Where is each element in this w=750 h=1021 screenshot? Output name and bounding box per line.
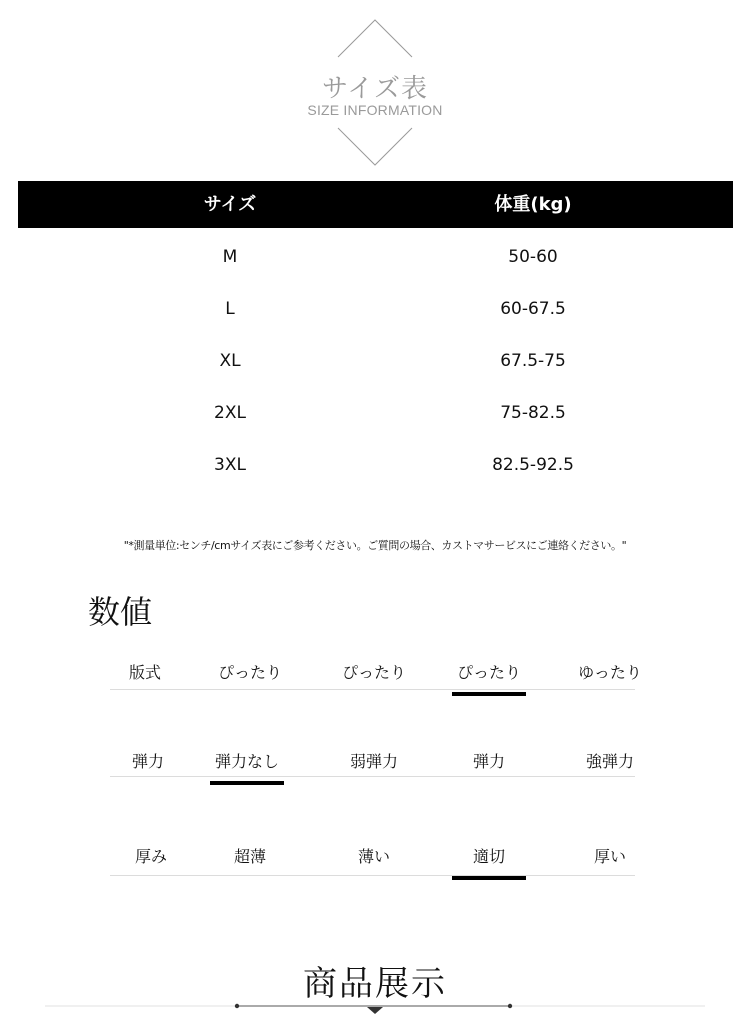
weight-cell: 82.5-92.5	[492, 455, 574, 475]
spec-option: 適切	[452, 840, 526, 874]
product-display-title: 商品展示	[303, 964, 447, 1004]
spec-option: ぴったり	[452, 656, 526, 690]
spec-option: ぴったり	[217, 663, 282, 682]
spec-option: ゆったり	[578, 663, 642, 682]
selected-indicator	[452, 692, 526, 696]
size-chart-title: サイズ表	[322, 74, 428, 104]
table-row	[18, 450, 733, 480]
spec-option: 薄い	[357, 847, 390, 866]
row-divider	[110, 689, 635, 690]
weight-cell: 50-60	[508, 247, 558, 267]
size-cell: M	[222, 247, 238, 267]
column-header-weight: 体重(kg)	[494, 194, 572, 215]
size-cell: 3XL	[214, 455, 246, 475]
spec-row-fit	[110, 656, 642, 696]
weight-cell: 60-67.5	[500, 299, 566, 319]
row-divider	[110, 875, 635, 876]
spec-option: 弾力なし	[210, 745, 284, 779]
product-title-divider	[0, 996, 750, 1021]
spec-label: 厚み	[134, 847, 167, 866]
spec-option: 弾力	[472, 752, 505, 771]
selected-indicator	[452, 876, 526, 880]
spec-option: 強弾力	[585, 752, 634, 771]
spec-option: 弱弾力	[349, 752, 398, 771]
table-row	[18, 346, 733, 376]
spec-row-thickness	[110, 840, 635, 880]
table-row	[18, 294, 733, 324]
spec-option: ぴったり	[341, 663, 406, 682]
size-chart-subtitle: SIZE INFORMATION	[307, 102, 443, 118]
spec-row-elasticity	[110, 745, 635, 785]
size-cell: L	[225, 299, 235, 319]
size-cell: XL	[219, 351, 241, 371]
table-row	[18, 242, 733, 272]
table-row	[18, 398, 733, 428]
measurement-note: "*測量単位:センチ/cmサイズ表にご参考ください。ご質問の場合、カストマサービスにご連絡ください。"	[123, 539, 627, 552]
spec-option: 超薄	[233, 847, 266, 866]
size-cell: 2XL	[214, 403, 246, 423]
weight-cell: 75-82.5	[500, 403, 566, 423]
spec-option: 厚い	[593, 847, 626, 866]
column-header-size: サイズ	[203, 194, 257, 215]
specs-title: 数値	[88, 593, 153, 631]
spec-label: 弾力	[131, 752, 164, 771]
spec-label: 版式	[128, 663, 161, 682]
size-table-header	[18, 181, 733, 228]
row-divider	[110, 776, 635, 777]
weight-cell: 67.5-75	[500, 351, 566, 371]
selected-indicator	[210, 781, 284, 785]
